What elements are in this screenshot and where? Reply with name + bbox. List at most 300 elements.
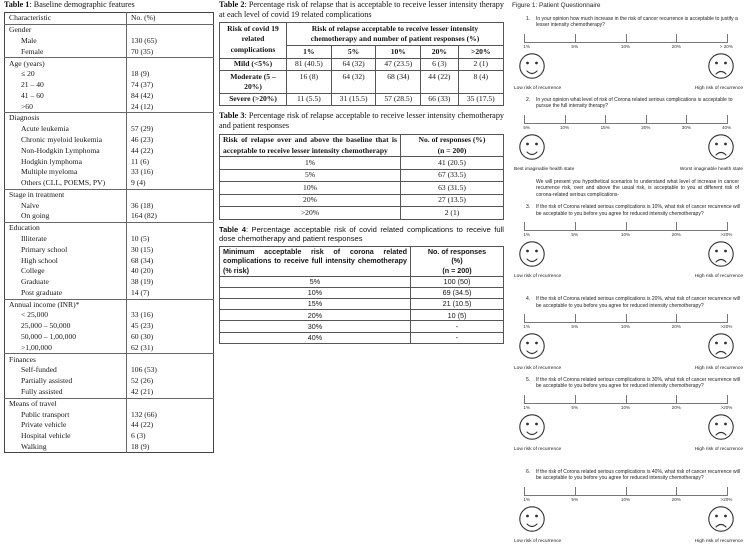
sad-face-icon (707, 240, 735, 273)
table1-item-label: >1,00,000 (21, 342, 52, 352)
table1-item-label: 41 – 60 (21, 90, 44, 100)
table4-row-value: 21 (10.5) (411, 299, 504, 310)
scale-tick-label: 40% (721, 124, 732, 130)
table-row (5, 343, 214, 354)
table4-row-value: - (411, 332, 504, 343)
table1-group-label: Stage in treatment (5, 189, 127, 200)
table-row (5, 234, 214, 245)
table4-head (220, 246, 504, 276)
scale-tick[interactable] (727, 395, 728, 404)
figure1-question-header (512, 377, 745, 390)
scale-tick[interactable] (686, 115, 687, 124)
table1-group-value (127, 299, 214, 310)
scale-tick-label: >20% (720, 496, 733, 502)
table1-group-value (127, 398, 214, 409)
scale-tick[interactable] (727, 487, 728, 496)
table-row (220, 58, 504, 70)
figure1-question-header (512, 296, 745, 309)
table2-cell: 11 (5.5) (287, 93, 332, 105)
figure1-question-block (512, 296, 745, 375)
table1-item-value: 68 (34) (127, 255, 214, 266)
table2-cell: 31 (15.5) (331, 93, 376, 105)
table1-item-value: 38 (19) (127, 277, 214, 288)
figure1-scale-left-label: Low risk of recurrence (514, 366, 562, 372)
table1-item-value: 33 (16) (127, 167, 214, 178)
figure1-question-block (512, 97, 745, 176)
figure1-face-row (512, 332, 745, 366)
scale-tick[interactable] (524, 222, 525, 231)
scale-tick[interactable] (727, 222, 728, 231)
table3-row-label: 10% (220, 182, 401, 194)
figure1-face-row (512, 505, 745, 539)
scale-tick[interactable] (605, 115, 606, 124)
table-row (5, 47, 214, 58)
table-row (220, 182, 504, 194)
table1-item-label: Primary school (21, 244, 68, 254)
table2-header-row-1 (220, 23, 504, 46)
table-row (5, 146, 214, 157)
table3-row-label: >20% (220, 207, 401, 219)
figure1-scale-right-label: High risk of recurrence (694, 446, 743, 452)
scale-tick-label: 20% (671, 404, 681, 410)
table3-caption (219, 111, 504, 131)
table3-row-value: 67 (33.5) (401, 169, 504, 181)
table1-item-label: Acute leukemia (21, 124, 69, 134)
scale-tick-label: >20% (720, 404, 733, 410)
spacer (512, 458, 745, 469)
figure1-question-header (512, 16, 745, 29)
scale-tick[interactable] (575, 314, 576, 323)
table1-item-label: Illiterate (21, 234, 47, 244)
scale-tick[interactable] (524, 34, 525, 43)
table-row (5, 310, 214, 321)
table-1-baseline-demographics (4, 12, 214, 453)
table2-cell: 35 (17.5) (458, 93, 503, 105)
table1-item-value: 36 (18) (127, 200, 214, 211)
scale-ticks (524, 34, 727, 43)
table4-row-label: 40% (220, 332, 411, 343)
scale-tick-label: 20% (671, 496, 681, 502)
table-row (5, 376, 214, 387)
table3-caption-label: Table 3 (219, 111, 245, 121)
scale-tick-label: 20% (671, 232, 681, 238)
sad-face-icon (707, 505, 735, 538)
table4-row-value: 100 (50) (411, 276, 504, 287)
table2-cell: 47 (23.5) (376, 58, 421, 70)
table2-head (220, 23, 504, 58)
happy-face-icon (518, 240, 546, 273)
table2-cell: 66 (33) (421, 93, 458, 105)
table-row (5, 135, 214, 146)
table1-group-row (5, 299, 214, 310)
scale-tick-label: 1% (523, 232, 530, 238)
table1-item-label: 21 – 40 (21, 80, 44, 90)
scale-tick[interactable] (676, 34, 677, 43)
table2-cell: 44 (22) (421, 71, 458, 94)
table-row (220, 299, 504, 310)
table1-item-label: 25,000 – 50,000 (21, 321, 71, 331)
table-2-relapse-risk-by-complication (219, 22, 504, 106)
table1-group-label: Age (years) (5, 58, 127, 69)
table1-item-label: Male (21, 35, 37, 45)
table-row (5, 387, 214, 398)
scale-tick[interactable] (676, 222, 677, 231)
table-row (5, 255, 214, 266)
table1-header-row (5, 13, 214, 25)
figure1-question-number: 6. (526, 468, 531, 475)
table2-column-header: 1% (287, 46, 332, 58)
table1-item-label: Female (21, 46, 44, 56)
table1-item-label: Walking (21, 441, 47, 451)
table1-item-value: 132 (66) (127, 409, 214, 420)
table3-header-row (220, 134, 504, 157)
table-row (5, 332, 214, 343)
scale-tick-label: >20% (720, 232, 733, 238)
table1-column-header: No. (%) (127, 13, 214, 25)
table1-item-value: 45 (23) (127, 321, 214, 332)
scale-ticks (524, 222, 727, 231)
table-row (220, 332, 504, 343)
figure1-face-row (512, 133, 745, 167)
figure1-scale-right-label: High risk of recurrence (694, 366, 743, 372)
table4-caption-label: Table 4 (219, 224, 246, 234)
table-row (220, 157, 504, 169)
scale-tick[interactable] (626, 314, 627, 323)
scale-tick[interactable] (676, 487, 677, 496)
table1-item-value: 18 (9) (127, 69, 214, 80)
figure1-rating-scale[interactable] (512, 222, 745, 241)
figure1-scale-right-label: High risk of recurrence (694, 538, 743, 544)
table3-question-header: Risk of relapse over and above the baseline that is acceptable to receive lesser intensity chemotherapy (220, 134, 401, 157)
table2-column-header: 10% (376, 46, 421, 58)
table1-body (5, 13, 214, 453)
table4-row-value: - (411, 321, 504, 332)
table2-cell: 64 (32) (331, 71, 376, 94)
scale-tick[interactable] (626, 222, 627, 231)
scale-tick[interactable] (626, 395, 627, 404)
table1-item-label: Multiple myeloma (21, 167, 78, 177)
figure1-face-row (512, 413, 745, 447)
table-row (5, 431, 214, 442)
table1-item-value: 6 (3) (127, 431, 214, 442)
table1-group-row (5, 58, 214, 69)
table2-cell: 57 (28.5) (376, 93, 421, 105)
table4-count-header (411, 246, 504, 276)
table3-row-label: 1% (220, 157, 401, 169)
scale-tick-label: 20% (671, 324, 681, 330)
scale-ticks (524, 314, 727, 323)
sad-face-icon (707, 133, 735, 166)
table-row (5, 321, 214, 332)
table1-caption-text: : Baseline demographic features (29, 0, 135, 9)
figure1-scale-end-labels (512, 447, 745, 456)
table-row (5, 36, 214, 47)
table1-item-label: Hospital vehicle (21, 431, 71, 441)
scale-tick[interactable] (575, 222, 576, 231)
table1-group-value (127, 58, 214, 69)
table1-item-value: 33 (16) (127, 310, 214, 321)
table2-column-header: 20% (421, 46, 458, 58)
table1-group-value (127, 24, 214, 35)
figure1-question-number: 3. (526, 204, 531, 211)
table4-row-label: 30% (220, 321, 411, 332)
table-4-covid-complication-risk-responses (219, 246, 504, 344)
table2-caption (219, 0, 504, 20)
table3-count-header-line1: No. of responses (%) (418, 135, 486, 145)
table1-group-row (5, 354, 214, 365)
happy-face-icon (518, 133, 546, 166)
table-row (5, 80, 214, 91)
scale-tick-label: > 20% (719, 43, 733, 49)
table-row (220, 287, 504, 298)
table1-item-value: 60 (30) (127, 332, 214, 343)
table1-item-value: 130 (65) (127, 36, 214, 47)
figure1-question-block (512, 469, 745, 548)
figure1-scale-left-label: Low risk of recurrence (514, 446, 562, 452)
table1-column-header: Characteristic (5, 13, 127, 25)
table3-row-value: 41 (20.5) (401, 157, 504, 169)
table1-item-label: Chronic myeloid leukemia (21, 134, 102, 144)
figure1-rating-scale[interactable] (512, 115, 745, 134)
scale-tick-label: 10% (559, 124, 570, 130)
table1-group-label: Annual income (INR)* (5, 299, 127, 310)
scale-tick[interactable] (565, 115, 566, 124)
table1-item-value: 44 (22) (127, 420, 214, 431)
scale-tick[interactable] (676, 314, 677, 323)
table2-row-label: Severe (>20%) (220, 93, 287, 105)
scale-tick-label: 10% (620, 232, 631, 238)
table2-cell: 8 (4) (458, 71, 503, 94)
happy-face-icon (518, 52, 546, 85)
table1-item-label: College (21, 266, 45, 276)
table1-item-label: Post graduate (21, 287, 63, 297)
table-row (5, 288, 214, 299)
table-row (5, 178, 214, 189)
scale-tick[interactable] (524, 115, 525, 124)
table1-item-value: 62 (31) (127, 343, 214, 354)
scale-tick-label: 5% (571, 43, 579, 49)
figure1-question-text: If the risk of Corona related serious complications is 30%, what risk of cancer recurrence will be acceptable to you before you agree for reduced intensity chemotherapy? (536, 377, 740, 390)
table-row (5, 167, 214, 178)
scale-tick[interactable] (646, 115, 647, 124)
scale-tick[interactable] (524, 314, 525, 323)
figure1-question-header (512, 204, 745, 217)
table1-group-value (127, 354, 214, 365)
table1-item-label: Private vehicle (21, 420, 67, 430)
figure1-question-number: 4. (526, 296, 531, 303)
scale-tick[interactable] (727, 314, 728, 323)
scale-tick[interactable] (524, 395, 525, 404)
table1-group-label: Finances (5, 354, 127, 365)
figure1-scale-end-labels (512, 366, 745, 375)
table4-caption (219, 225, 504, 244)
table3-row-label: 20% (220, 194, 401, 206)
table1-group-value (127, 113, 214, 124)
table1-item-label: Hodgkin lymphoma (21, 156, 82, 166)
scale-tick-label: 10% (620, 43, 631, 49)
table1-item-value: 74 (37) (127, 80, 214, 91)
happy-face-icon (518, 413, 546, 446)
scale-tick-label: 1% (523, 43, 530, 49)
table4-question-header: Minimum acceptable risk of corona related complications to receive full intensity chemotherapy (% risk) (220, 246, 411, 276)
table1-item-label: ≤ 20 (21, 69, 35, 79)
scale-tick-label: 1% (523, 496, 530, 502)
figure1-rating-scale[interactable] (512, 487, 745, 506)
table2-cell: 81 (40.5) (287, 58, 332, 70)
table-row (5, 200, 214, 211)
figure1-question-header (512, 97, 745, 110)
table-row (220, 169, 504, 181)
table1-group-label: Gender (5, 24, 127, 35)
table1-group-value (127, 223, 214, 234)
table-row (5, 365, 214, 376)
scale-tick[interactable] (727, 115, 728, 124)
table1-item-value: 40 (20) (127, 266, 214, 277)
figure1-question-block (512, 377, 745, 456)
table2-caption-text: : Percentage risk of relapse that is acceptable to receive lesser intensity therapy at each level of covid 19 related complications (219, 0, 504, 20)
table3-head (220, 134, 504, 157)
column-right (512, 0, 745, 550)
table1-item-value: 9 (4) (127, 178, 214, 189)
scale-ticks (524, 395, 727, 404)
table1-item-value: 18 (9) (127, 442, 214, 453)
figure1-question-text: In your opinion what level of risk of Corona related serious complications is acceptable to pursue the full intensity therapy? (536, 96, 733, 110)
table-row (220, 93, 504, 105)
table2-cell: 64 (32) (331, 58, 376, 70)
happy-face-icon (518, 332, 546, 365)
table1-item-value: 24 (12) (127, 101, 214, 112)
table-3-relapse-risk-responses (219, 134, 504, 220)
scale-tick[interactable] (626, 487, 627, 496)
table-row (5, 124, 214, 135)
scale-tick[interactable] (575, 34, 576, 43)
table4-count-header-line2: (%) (451, 256, 463, 266)
table-row (220, 194, 504, 206)
spacer (512, 285, 745, 296)
table3-row-value: 27 (13.5) (401, 194, 504, 206)
column-left (4, 0, 214, 453)
table1-item-value: 46 (23) (127, 135, 214, 146)
scale-tick-label: 10% (620, 324, 631, 330)
scale-tick-label: 10% (620, 404, 631, 410)
table1-caption (4, 0, 214, 10)
table4-row-label: 5% (220, 276, 411, 287)
table1-item-value: 70 (35) (127, 47, 214, 58)
figure1-scale-left-label: Low risk of recurrence (514, 274, 562, 280)
table3-caption-text: : Percentage risk of relapse acceptable to receive lesser intensity chemotherapy and patient responses (219, 111, 505, 131)
figure1-question-header (512, 469, 745, 482)
table1-group-label: Means of travel (5, 398, 127, 409)
figure1-question-text: If the risk of Corona related serious complications is 40%, what risk of cancer recurrence will be acceptable to you before you agree for reduced intensity chemotherapy? (536, 468, 740, 482)
table1-item-label: 50,000 – 1,00,000 (21, 332, 77, 342)
table-row (220, 276, 504, 287)
table1-group-label: Diagnosis (5, 113, 127, 124)
table-row (5, 69, 214, 80)
table2-cell: 68 (34) (376, 71, 421, 94)
scale-tick-label: 20% (641, 124, 651, 130)
table1-item-value: 44 (22) (127, 146, 214, 157)
table-row (220, 207, 504, 219)
table1-group-value (127, 189, 214, 200)
table1-item-label: Public transport (21, 409, 70, 419)
table1-item-label: Non-Hodgkin Lymphoma (21, 145, 100, 155)
sad-face-icon (707, 332, 735, 365)
table1-item-label: Self-funded (21, 365, 57, 375)
table1-caption-label: Table 1 (4, 0, 30, 9)
table3-body (220, 157, 504, 219)
figure1-question-number: 1. (526, 16, 531, 22)
table4-header-row (220, 246, 504, 276)
scale-tick-label: 5% (523, 124, 530, 130)
figure1-rating-scale[interactable] (512, 34, 745, 53)
table-row (220, 71, 504, 94)
table1-item-label: On going (21, 211, 50, 221)
figure1-scale-right-label: High risk of recurrence (694, 274, 743, 280)
scale-tick-label: 30% (681, 124, 691, 130)
table2-span-header: Risk of relapse acceptable to receive lesser intensity chemotherapy and number of patient responses (%) (287, 23, 504, 46)
table1-item-label: >60 (21, 101, 33, 111)
figure1-rating-scale[interactable] (512, 395, 745, 414)
scale-tick[interactable] (676, 395, 677, 404)
figure1-question-number: 2. (526, 96, 531, 103)
table1-group-label: Education (5, 223, 127, 234)
table1-group-row (5, 223, 214, 234)
figure1-scale-end-labels (512, 167, 745, 176)
table-row (5, 266, 214, 277)
table1-item-value: 42 (21) (127, 387, 214, 398)
sad-face-icon (707, 413, 735, 446)
table3-count-header-line2: (n = 200) (437, 145, 467, 155)
table-row (5, 211, 214, 222)
scale-tick-label: 15% (600, 124, 610, 130)
table4-row-label: 10% (220, 287, 411, 298)
table1-item-value: 164 (82) (127, 211, 214, 222)
table3-count-header (401, 134, 504, 157)
scale-tick-label: 5% (571, 404, 579, 410)
table2-caption-label: Table 2 (219, 0, 245, 9)
figure1-question-text: If the risk of Corona related serious complications is 10%, what risk of cancer recurrence will be acceptable to you before you agree for reduced intensity chemotherapy? (536, 204, 740, 217)
table1-item-value: 52 (26) (127, 376, 214, 387)
table4-row-label: 20% (220, 310, 411, 321)
scale-tick[interactable] (727, 34, 728, 43)
sad-face-icon (707, 52, 735, 85)
table1-item-value: 10 (5) (127, 234, 214, 245)
table1-item-label: Fully assisted (21, 386, 63, 396)
scale-tick[interactable] (626, 34, 627, 43)
table4-count-header-line3: (n = 200) (442, 265, 472, 275)
scale-tick[interactable] (524, 487, 525, 496)
column-middle (219, 0, 504, 344)
table1-item-value: 84 (42) (127, 91, 214, 102)
figure1-rating-scale[interactable] (512, 314, 745, 333)
figure1-scale-end-labels (512, 539, 745, 548)
scale-tick-label: 20% (671, 43, 681, 49)
table-row (5, 91, 214, 102)
scale-tick[interactable] (575, 395, 576, 404)
scale-tick-label: 1% (523, 324, 530, 330)
happy-face-icon (518, 505, 546, 538)
table4-row-value: 10 (5) (411, 310, 504, 321)
table1-group-row (5, 189, 214, 200)
table2-row-label: Moderate (5 – 20%) (220, 71, 287, 94)
table-row (5, 442, 214, 453)
table1-item-value: 57 (29) (127, 124, 214, 135)
figure1-scale-left-label: Low risk of recurrence (514, 538, 562, 544)
scale-tick-label: 1% (523, 404, 530, 410)
table-row (220, 310, 504, 321)
scale-tick[interactable] (575, 487, 576, 496)
table-row (220, 321, 504, 332)
